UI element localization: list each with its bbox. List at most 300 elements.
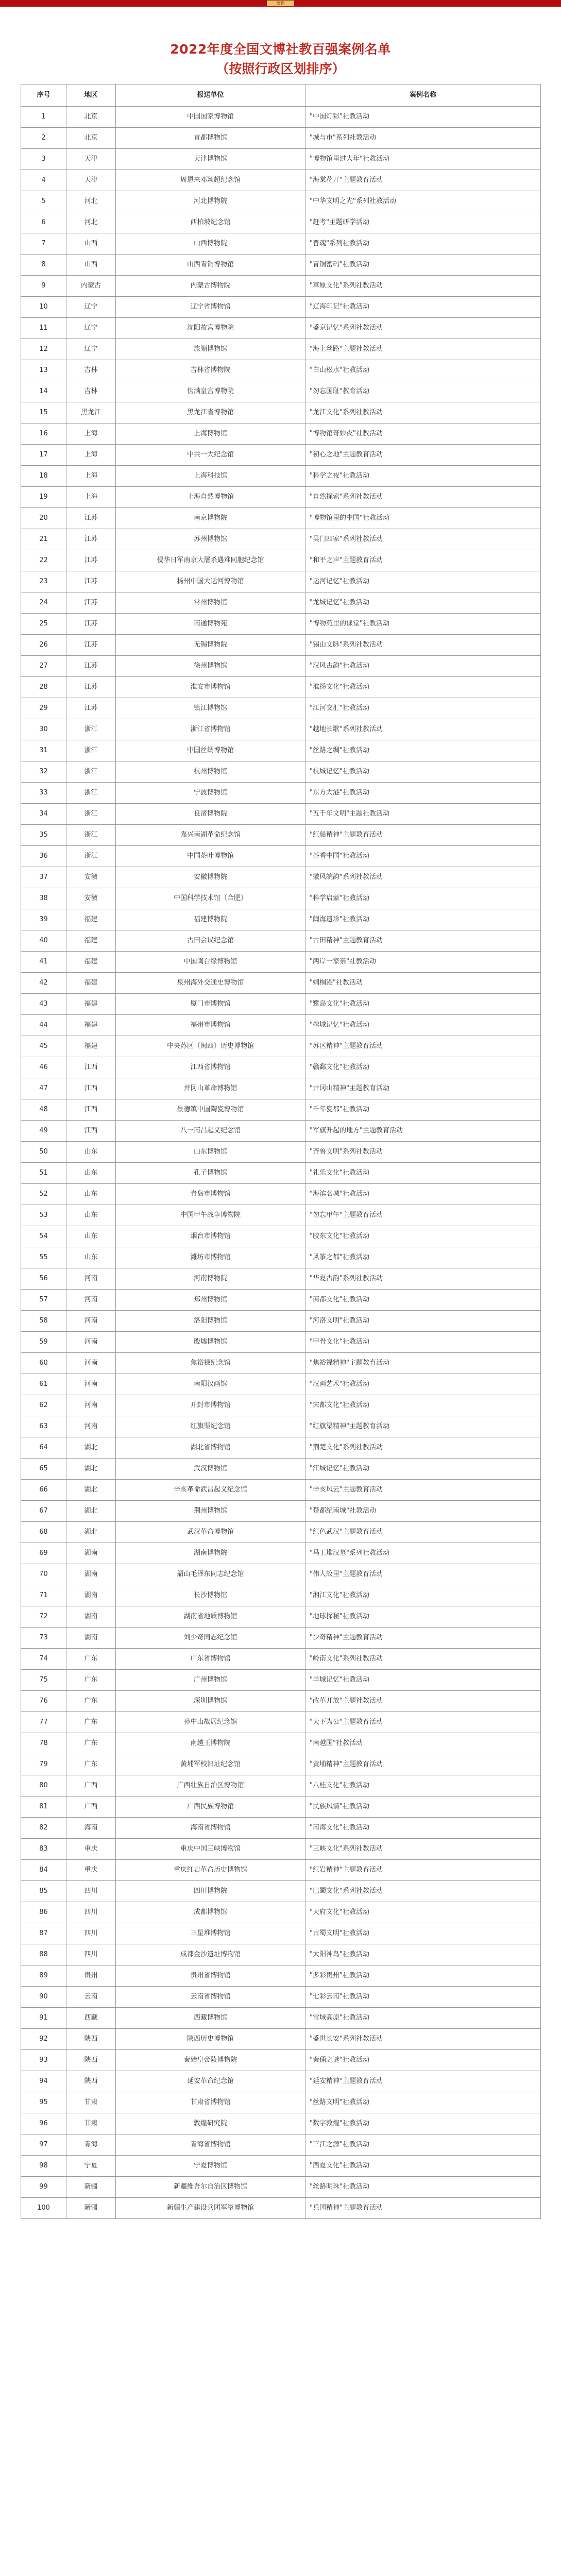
table-row (21, 276, 541, 297)
table-row (21, 930, 541, 952)
row-org: 黑龙江省博物馆 (116, 402, 305, 423)
row-case: "中国灯彩"社教活动 (305, 107, 541, 128)
row-org: 烟台市博物馆 (116, 1226, 305, 1247)
row-number: 84 (21, 1860, 66, 1881)
table-row (21, 1543, 541, 1564)
row-region: 河北 (66, 212, 116, 233)
row-number: 22 (21, 550, 66, 571)
row-org: 广西壮族自治区博物馆 (116, 1775, 305, 1797)
row-org: 景德镇中国陶瓷博物馆 (116, 1099, 305, 1121)
row-number: 3 (21, 149, 66, 170)
row-number: 49 (21, 1121, 66, 1142)
row-number: 88 (21, 1944, 66, 1965)
row-region: 湖南 (66, 1628, 116, 1649)
row-region: 吉林 (66, 360, 116, 381)
row-region: 甘肃 (66, 2113, 116, 2134)
row-number: 76 (21, 1691, 66, 1712)
table-row (21, 1987, 541, 2008)
row-number: 54 (21, 1226, 66, 1247)
row-org: 淮安市博物馆 (116, 677, 305, 698)
table-row (21, 360, 541, 381)
table-row (21, 381, 541, 402)
row-number: 18 (21, 466, 66, 487)
table-row (21, 233, 541, 255)
row-region: 山东 (66, 1226, 116, 1247)
table-row (21, 2156, 541, 2177)
row-org: 内蒙古博物院 (116, 276, 305, 297)
table-row (21, 339, 541, 360)
row-case: "榕城记忆"社教活动 (305, 1015, 541, 1036)
row-org: 海南省博物馆 (116, 1818, 305, 1839)
table-row (21, 1268, 541, 1290)
row-region: 河南 (66, 1332, 116, 1353)
table-row (21, 149, 541, 170)
row-number: 28 (21, 677, 66, 698)
table-row (21, 445, 541, 466)
row-number: 14 (21, 381, 66, 402)
title-block (0, 7, 561, 84)
row-number: 80 (21, 1775, 66, 1797)
row-org: 河北博物院 (116, 191, 305, 212)
row-number: 32 (21, 761, 66, 783)
row-case: "延安精神"主题教育活动 (305, 2071, 541, 2092)
row-number: 27 (21, 656, 66, 677)
row-case: "红色武汉"主题教育活动 (305, 1522, 541, 1543)
row-org: 厦门市博物馆 (116, 994, 305, 1015)
table-row (21, 212, 541, 233)
row-case: "三峡文化"系列社教活动 (305, 1839, 541, 1860)
row-number: 91 (21, 2008, 66, 2029)
table-row (21, 635, 541, 656)
row-number: 46 (21, 1057, 66, 1078)
table-row (21, 783, 541, 804)
row-region: 河北 (66, 191, 116, 212)
row-number: 42 (21, 973, 66, 994)
row-number: 16 (21, 423, 66, 445)
row-org: 中国科学技术馆（合肥） (116, 888, 305, 909)
table-row (21, 1670, 541, 1691)
table-row (21, 1247, 541, 1268)
table-row (21, 2008, 541, 2029)
row-case: "龙城记忆"社教活动 (305, 592, 541, 614)
row-org: 伪满皇宫博物院 (116, 381, 305, 402)
row-case: "伟人故里"主题教育活动 (305, 1564, 541, 1585)
row-number: 96 (21, 2113, 66, 2134)
row-number: 7 (21, 233, 66, 255)
row-number: 40 (21, 930, 66, 952)
row-org: 红旗渠纪念馆 (116, 1416, 305, 1437)
row-number: 79 (21, 1754, 66, 1775)
row-case: "岭南文化"系列社教活动 (305, 1649, 541, 1670)
table-row (21, 1480, 541, 1501)
row-case: "天府文化"社教活动 (305, 1902, 541, 1923)
row-region: 辽宁 (66, 318, 116, 339)
row-org: 武汉博物馆 (116, 1459, 305, 1480)
table-body (21, 107, 541, 2219)
row-org: 湖南博物院 (116, 1543, 305, 1564)
row-number: 48 (21, 1099, 66, 1121)
table-row (21, 973, 541, 994)
row-case: "和平之声"主题教育活动 (305, 550, 541, 571)
table-row (21, 170, 541, 191)
row-case: "黄埔精神"主题教育活动 (305, 1754, 541, 1775)
row-region: 江西 (66, 1057, 116, 1078)
row-case: "五千年文明"主题社教活动 (305, 804, 541, 825)
table-row (21, 1733, 541, 1754)
table-row (21, 2198, 541, 2219)
row-number: 55 (21, 1247, 66, 1268)
row-case: "七彩云南"社教活动 (305, 1987, 541, 2008)
row-number: 9 (21, 276, 66, 297)
row-number: 73 (21, 1628, 66, 1649)
row-case: "丝路文明"社教活动 (305, 2092, 541, 2113)
table-row (21, 2029, 541, 2050)
row-number: 20 (21, 508, 66, 529)
header-badge: 博物 (267, 1, 294, 6)
row-region: 山东 (66, 1247, 116, 1268)
row-case: "八桂文化"社教活动 (305, 1775, 541, 1797)
row-case: "荆楚文化"系列社教活动 (305, 1437, 541, 1459)
row-number: 44 (21, 1015, 66, 1036)
row-region: 吉林 (66, 381, 116, 402)
row-org: 首都博物馆 (116, 128, 305, 149)
table-row (21, 1437, 541, 1459)
row-org: 嘉兴南湖革命纪念馆 (116, 825, 305, 846)
row-org: 韶山毛泽东同志纪念馆 (116, 1564, 305, 1585)
row-org: 八一南昌起义纪念馆 (116, 1121, 305, 1142)
row-org: 安徽博物院 (116, 867, 305, 888)
table-row (21, 1205, 541, 1226)
table-header-row (21, 84, 541, 107)
table-row (21, 698, 541, 719)
table-row (21, 191, 541, 212)
row-case: "盛京记忆"系列社教活动 (305, 318, 541, 339)
row-case: "赶考"主题研学活动 (305, 212, 541, 233)
row-region: 江苏 (66, 614, 116, 635)
row-number: 87 (21, 1923, 66, 1944)
row-region: 浙江 (66, 804, 116, 825)
table-row (21, 888, 541, 909)
row-number: 78 (21, 1733, 66, 1754)
row-region: 北京 (66, 128, 116, 149)
table-row (21, 761, 541, 783)
row-region: 海南 (66, 1818, 116, 1839)
row-case: "太阳神鸟"社教活动 (305, 1944, 541, 1965)
row-org: 成都金沙遗址博物馆 (116, 1944, 305, 1965)
row-case: "南海文化"社教活动 (305, 1818, 541, 1839)
row-case: "辛亥风云"主题教育活动 (305, 1480, 541, 1501)
table-row (21, 1944, 541, 1965)
row-case: "草原文化"系列社教活动 (305, 276, 541, 297)
row-case: "博物馆奇妙夜"社教活动 (305, 423, 541, 445)
table-row (21, 592, 541, 614)
row-region: 江苏 (66, 529, 116, 550)
row-case: "晋魂"系列社教活动 (305, 233, 541, 255)
row-case: "古田精神"主题教育活动 (305, 930, 541, 952)
row-case: "辽海印记"社教活动 (305, 297, 541, 318)
row-number: 41 (21, 952, 66, 973)
table-row (21, 571, 541, 592)
row-number: 13 (21, 360, 66, 381)
row-region: 山东 (66, 1142, 116, 1163)
table-row (21, 2134, 541, 2156)
row-number: 99 (21, 2177, 66, 2198)
row-org: 山西博物院 (116, 233, 305, 255)
table-row (21, 994, 541, 1015)
row-case: "天下为公"主题教育活动 (305, 1712, 541, 1733)
table-row (21, 1163, 541, 1184)
row-case: "红旗渠精神"主题教育活动 (305, 1416, 541, 1437)
row-region: 新疆 (66, 2177, 116, 2198)
table-row (21, 1797, 541, 1818)
row-number: 95 (21, 2092, 66, 2113)
row-org: 陕西历史博物馆 (116, 2029, 305, 2050)
row-region: 浙江 (66, 825, 116, 846)
row-number: 83 (21, 1839, 66, 1860)
row-region: 湖南 (66, 1564, 116, 1585)
row-case: "丝路之绸"社教活动 (305, 740, 541, 761)
row-region: 江苏 (66, 550, 116, 571)
row-case: "风筝之都"社教活动 (305, 1247, 541, 1268)
row-region: 北京 (66, 107, 116, 128)
row-number: 75 (21, 1670, 66, 1691)
row-region: 广西 (66, 1797, 116, 1818)
row-region: 湖南 (66, 1585, 116, 1606)
row-org: 杭州博物馆 (116, 761, 305, 783)
row-case: "丝路明珠"社教活动 (305, 2177, 541, 2198)
header-region: 地区 (66, 84, 116, 107)
page-subtitle: （按照行政区划排序） (216, 61, 345, 76)
row-region: 湖北 (66, 1522, 116, 1543)
row-org: 延安革命纪念馆 (116, 2071, 305, 2092)
row-case: "勿忘甲午"主题教育活动 (305, 1205, 541, 1226)
table-row (21, 1332, 541, 1353)
table-row (21, 1860, 541, 1881)
row-org: 秦始皇帝陵博物院 (116, 2050, 305, 2071)
row-case: "红岩精神"主题教育活动 (305, 1860, 541, 1881)
table-row (21, 1290, 541, 1311)
row-case: "茶香中国"社教活动 (305, 846, 541, 867)
row-region: 甘肃 (66, 2092, 116, 2113)
row-region: 内蒙古 (66, 276, 116, 297)
table-row (21, 487, 541, 508)
case-table (21, 84, 541, 2219)
row-number: 98 (21, 2156, 66, 2177)
table-row (21, 1416, 541, 1437)
row-number: 59 (21, 1332, 66, 1353)
table-row (21, 656, 541, 677)
row-region: 福建 (66, 994, 116, 1015)
table-row (21, 1311, 541, 1332)
row-region: 江苏 (66, 571, 116, 592)
row-org: 广西民族博物馆 (116, 1797, 305, 1818)
row-region: 河南 (66, 1416, 116, 1437)
row-number: 36 (21, 846, 66, 867)
row-number: 1 (21, 107, 66, 128)
row-org: 南京博物院 (116, 508, 305, 529)
row-org: 镇江博物馆 (116, 698, 305, 719)
row-number: 67 (21, 1501, 66, 1522)
row-org: 四川博物院 (116, 1881, 305, 1902)
row-number: 11 (21, 318, 66, 339)
row-org: 荆州博物馆 (116, 1501, 305, 1522)
row-org: 重庆中国三峡博物馆 (116, 1839, 305, 1860)
row-number: 4 (21, 170, 66, 191)
row-case: "锡山文脉"系列社教活动 (305, 635, 541, 656)
row-case: "羊城记忆"社教活动 (305, 1670, 541, 1691)
row-org: 天津博物馆 (116, 149, 305, 170)
row-org: 南通博物苑 (116, 614, 305, 635)
row-case: "汉画艺术"社教活动 (305, 1374, 541, 1395)
table-row (21, 952, 541, 973)
row-org: 浙江省博物馆 (116, 719, 305, 740)
row-region: 陕西 (66, 2071, 116, 2092)
row-region: 广东 (66, 1712, 116, 1733)
table-row (21, 1036, 541, 1057)
row-number: 57 (21, 1290, 66, 1311)
row-org: 周恩来邓颖超纪念馆 (116, 170, 305, 191)
row-region: 江西 (66, 1078, 116, 1099)
row-number: 17 (21, 445, 66, 466)
table-row (21, 466, 541, 487)
row-case: "河洛文明"社教活动 (305, 1311, 541, 1332)
row-region: 广东 (66, 1691, 116, 1712)
row-region: 山东 (66, 1184, 116, 1205)
row-case: "商都文化"社教活动 (305, 1290, 541, 1311)
bottom-spacer (0, 2219, 561, 2240)
row-case: "徽风皖韵"系列社教活动 (305, 867, 541, 888)
row-region: 湖北 (66, 1437, 116, 1459)
table-row (21, 719, 541, 740)
row-case: "古蜀文明"社教活动 (305, 1923, 541, 1944)
table-row (21, 1585, 541, 1606)
row-org: 上海科技馆 (116, 466, 305, 487)
row-case: "闽海遗珍"社教活动 (305, 909, 541, 930)
row-number: 53 (21, 1205, 66, 1226)
row-org: 泉州海外交通史博物馆 (116, 973, 305, 994)
row-org: 深圳博物馆 (116, 1691, 305, 1712)
row-org: 福州市博物馆 (116, 1015, 305, 1036)
row-number: 58 (21, 1311, 66, 1332)
row-region: 辽宁 (66, 339, 116, 360)
row-case: "淮扬文化"社教活动 (305, 677, 541, 698)
row-region: 江苏 (66, 656, 116, 677)
row-region: 西藏 (66, 2008, 116, 2029)
row-number: 77 (21, 1712, 66, 1733)
row-case: "两岸一家亲"社教活动 (305, 952, 541, 973)
row-org: 侵华日军南京大屠杀遇难同胞纪念馆 (116, 550, 305, 571)
table-row (21, 128, 541, 149)
row-region: 上海 (66, 445, 116, 466)
row-org: 中国丝绸博物馆 (116, 740, 305, 761)
row-org: 古田会议纪念馆 (116, 930, 305, 952)
row-case: "科学之夜"社教活动 (305, 466, 541, 487)
row-case: "海棠花开"主题教育活动 (305, 170, 541, 191)
row-region: 河南 (66, 1353, 116, 1374)
table-row (21, 1078, 541, 1099)
header-no: 序号 (21, 84, 66, 107)
row-org: 中国闽台缘博物馆 (116, 952, 305, 973)
row-org: 吉林省博物院 (116, 360, 305, 381)
row-number: 92 (21, 2029, 66, 2050)
row-org: 宁夏博物馆 (116, 2156, 305, 2177)
row-region: 湖北 (66, 1459, 116, 1480)
table-row (21, 804, 541, 825)
row-region: 河南 (66, 1374, 116, 1395)
row-org: 江西省博物馆 (116, 1057, 305, 1078)
table-row (21, 1501, 541, 1522)
row-org: 宁波博物馆 (116, 783, 305, 804)
row-region: 四川 (66, 1923, 116, 1944)
row-org: 山西青铜博物馆 (116, 255, 305, 276)
row-org: 南阳汉画馆 (116, 1374, 305, 1395)
row-org: 苏州博物馆 (116, 529, 305, 550)
table-row (21, 2113, 541, 2134)
table-row (21, 1754, 541, 1775)
row-region: 重庆 (66, 1860, 116, 1881)
row-case: "地球探秘"社教活动 (305, 1606, 541, 1628)
row-case: "盛世长安"系列社教活动 (305, 2029, 541, 2050)
row-org: 孔子博物馆 (116, 1163, 305, 1184)
row-region: 湖北 (66, 1501, 116, 1522)
row-case: "楚都纪南城"社教活动 (305, 1501, 541, 1522)
row-case: "甲骨文化"社教活动 (305, 1332, 541, 1353)
row-org: 郑州博物馆 (116, 1290, 305, 1311)
row-region: 四川 (66, 1881, 116, 1902)
row-region: 福建 (66, 1036, 116, 1057)
row-number: 62 (21, 1395, 66, 1416)
row-region: 河南 (66, 1395, 116, 1416)
row-number: 5 (21, 191, 66, 212)
row-region: 河南 (66, 1268, 116, 1290)
row-number: 37 (21, 867, 66, 888)
row-number: 82 (21, 1818, 66, 1839)
row-case: "科学启蒙"社教活动 (305, 888, 541, 909)
table-row (21, 740, 541, 761)
row-region: 宁夏 (66, 2156, 116, 2177)
row-number: 86 (21, 1902, 66, 1923)
row-org: 徐州博物馆 (116, 656, 305, 677)
table-row (21, 846, 541, 867)
table-row (21, 867, 541, 888)
row-case: "城与市"系列社教活动 (305, 128, 541, 149)
row-region: 福建 (66, 952, 116, 973)
row-region: 安徽 (66, 888, 116, 909)
table-row (21, 2071, 541, 2092)
row-region: 江苏 (66, 635, 116, 656)
row-org: 广州博物馆 (116, 1670, 305, 1691)
row-region: 江西 (66, 1121, 116, 1142)
row-region: 福建 (66, 973, 116, 994)
row-number: 90 (21, 1987, 66, 2008)
row-number: 60 (21, 1353, 66, 1374)
table-row (21, 2050, 541, 2071)
row-number: 30 (21, 719, 66, 740)
table-row (21, 614, 541, 635)
table-row (21, 1015, 541, 1036)
row-region: 广东 (66, 1754, 116, 1775)
row-case: "吴门四家"系列社教活动 (305, 529, 541, 550)
row-number: 29 (21, 698, 66, 719)
row-number: 51 (21, 1163, 66, 1184)
table-row (21, 1712, 541, 1733)
table-row (21, 1902, 541, 1923)
row-number: 38 (21, 888, 66, 909)
row-number: 25 (21, 614, 66, 635)
row-case: "白山松水"社教活动 (305, 360, 541, 381)
row-region: 福建 (66, 1015, 116, 1036)
row-number: 15 (21, 402, 66, 423)
